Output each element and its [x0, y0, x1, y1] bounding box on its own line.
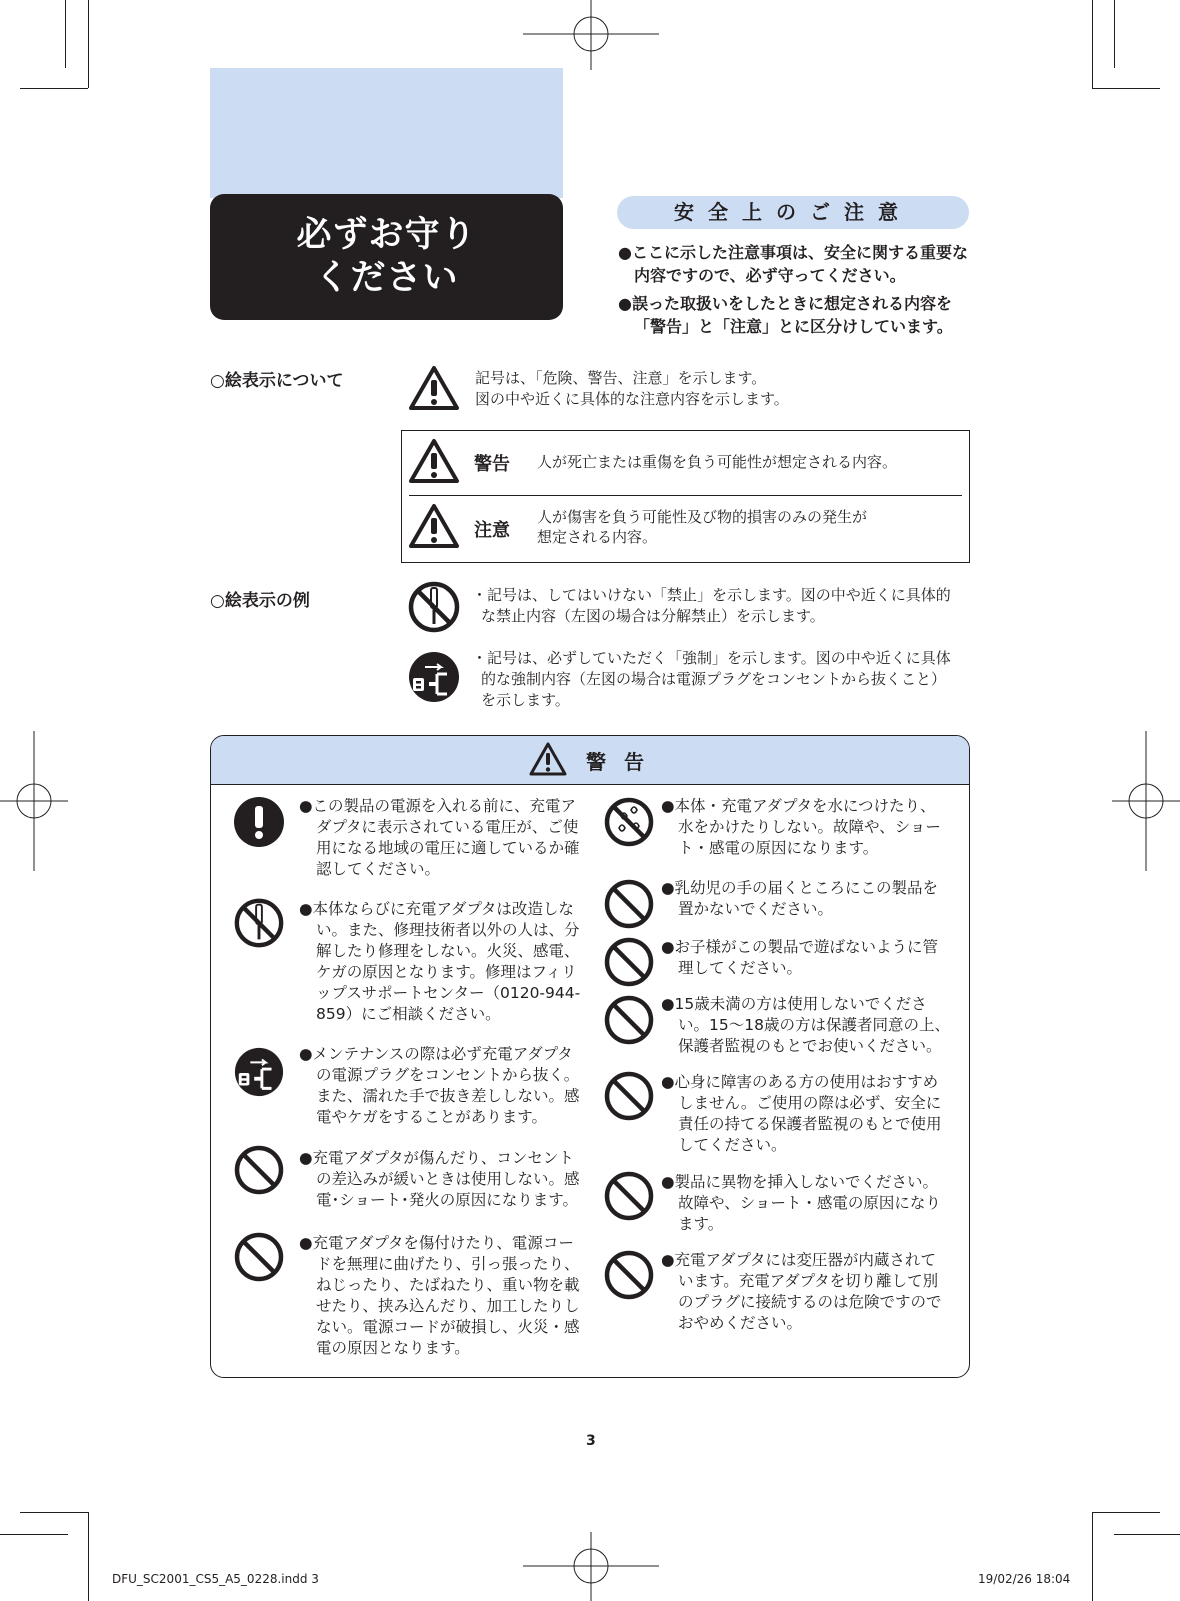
warning-triangle-icon	[408, 438, 460, 484]
symbols-desc-line: 記号は、「危険、警告、注意」を示します。	[475, 369, 767, 387]
prohibited-icon	[603, 1070, 655, 1122]
unplug-icon	[407, 650, 461, 704]
registration-mark-top	[523, 0, 659, 70]
examples-section-label: ○絵表示の例	[210, 591, 310, 611]
warning-item	[661, 1072, 951, 1156]
warning-item-text: ●製品に異物を挿入しないでください。故障や、ショート・感電の原因になります。	[661, 1173, 941, 1233]
warning-item	[661, 937, 951, 979]
warning-item	[661, 796, 951, 859]
prohibited-icon	[603, 1249, 655, 1301]
symbols-desc-line: 図の中や近くに具体的な注意内容を示します。	[475, 390, 789, 408]
warning-item	[661, 878, 951, 920]
caution-triangle-icon	[408, 503, 460, 549]
symbols-description	[475, 368, 789, 410]
prohibited-icon	[603, 1170, 655, 1222]
warning-item-text: ●充電アダプタを傷付けたり、電源コードを無理に曲げたり、引っ張ったり、ねじったり、たばねたり、重い物を載せたり、挟み込んだり、加工したりしない。電源コードが破損し、火災・感電の原因となります。	[299, 1234, 580, 1357]
unplug-icon	[233, 1046, 285, 1098]
legend-text-warning: 人が死亡または重傷を負う可能性が想定される内容。	[537, 453, 898, 471]
registration-mark-left	[0, 731, 68, 871]
page-title-line1: 必ずお守り	[296, 215, 477, 255]
warning-panel	[210, 735, 970, 1378]
warning-item	[661, 1250, 951, 1334]
warning-item	[299, 1148, 581, 1211]
warning-item-text: ●充電アダプタには変圧器が内蔵されています。充電アダプタを切り離して別のプラグに接続するのは危険ですのでおやめください。	[661, 1251, 942, 1332]
legend-text-caution	[537, 507, 867, 547]
warning-item	[299, 796, 581, 880]
page-title-line2: ください	[314, 258, 459, 298]
warning-item-text: ●本体・充電アダプタを水につけたり、水をかけたりしない。故障や、ショート・感電の原因になります。	[661, 797, 941, 857]
footer-timestamp: 19/02/26 18:04	[978, 1572, 1071, 1586]
example-text-prohibition	[472, 585, 972, 627]
warning-item-text: ●本体ならびに充電アダプタは改造しない。また、修理技術者以外の人は、分解したり修理をしない。火災、感電、ケガの原因となります。修理はフィリップスサポートセンター（0120-944-859）にご相談ください。	[299, 900, 581, 1023]
warning-item	[299, 1233, 581, 1359]
no-water-icon	[603, 796, 655, 848]
intro-notes	[618, 241, 978, 343]
warning-item-text: ●お子様がこの製品で遊ばないように管理してください。	[661, 938, 939, 977]
example-text-line: ・記号は、してはいけない「禁止」を示します。図の中や近くに具体的	[472, 586, 951, 604]
warning-panel-title: 警告	[586, 750, 662, 774]
footer-filename: DFU_SC2001_CS5_A5_0228.indd 3	[112, 1572, 319, 1586]
example-text-line: な禁止内容（左図の場合は分解禁止）を示します。	[481, 607, 825, 625]
prohibited-icon	[233, 1231, 285, 1283]
warning-item	[661, 1172, 951, 1235]
mandatory-icon	[233, 796, 285, 848]
symbols-section-label: ○絵表示について	[210, 371, 344, 391]
example-text-line: ・記号は、必ずしていただく「強制」を示します。図の中や近くに具体	[472, 649, 951, 667]
prohibited-icon	[233, 1144, 285, 1196]
prohibited-icon	[603, 936, 655, 988]
no-disassembly-icon	[407, 580, 461, 634]
intro-note: ●誤った取扱いをしたときに想定される内容を「警告」と「注意」とに区分けしています。	[618, 294, 953, 336]
legend-divider	[409, 495, 962, 496]
legend-text-line: 人が傷害を負う可能性及び物的損害のみの発生が	[537, 508, 868, 526]
legend-text-line: 想定される内容。	[537, 528, 658, 546]
warning-item-text: ●15歳未満の方は使用しないでください。15～18歳の方は保護者同意の上、保護者監視のもとでお使いください。	[661, 995, 950, 1055]
example-text-mandatory	[472, 648, 972, 711]
example-text-line: 的な強制内容（左図の場合は電源プラグをコンセントから抜くこと）	[481, 670, 947, 688]
example-text-line: を示します。	[481, 691, 570, 709]
warning-triangle-icon	[529, 742, 567, 776]
legend-term-warning: 警告	[474, 454, 510, 475]
warning-item-text: ●メンテナンスの際は必ず充電アダプタの電源プラグをコンセントから抜く。また、濡れた手で抜き差ししない。感電やケガをすることがあります。	[299, 1045, 580, 1126]
warning-item	[299, 899, 581, 1025]
warning-item-text: ●この製品の電源を入れる前に、充電アダプタに表示されている電圧が、ご使用になる地域の電圧に適しているか確認してください。	[299, 797, 580, 878]
warning-item	[661, 994, 951, 1057]
caution-triangle-icon	[408, 365, 460, 411]
page-number: 3	[586, 1433, 596, 1449]
warning-item-text: ●心身に障害のある方の使用はおすすめしません。ご使用の際は必ず、安全に責任の持てる保護者監視のもとで使用してください。	[661, 1073, 942, 1154]
legend-term-caution: 注意	[474, 520, 510, 541]
no-disassembly-icon	[233, 897, 285, 949]
prohibited-icon	[603, 994, 655, 1046]
intro-note: ●ここに示した注意事項は、安全に関する重要な内容ですので、必ず守ってください。	[618, 243, 968, 285]
header-color-block	[210, 68, 563, 198]
warning-item-text: ●乳幼児の手の届くところにこの製品を置かないでください。	[661, 879, 939, 918]
registration-mark-right	[1112, 731, 1180, 871]
warning-item	[299, 1044, 581, 1128]
page-title	[210, 194, 563, 320]
safety-heading: 安全上のご注意	[617, 196, 969, 229]
registration-mark-bottom	[523, 1532, 659, 1601]
prohibited-icon	[603, 878, 655, 930]
warning-item-text: ●充電アダプタが傷んだり、コンセントの差込みが緩いときは使用しない。感電･ショート･発火の原因になります。	[299, 1149, 580, 1209]
